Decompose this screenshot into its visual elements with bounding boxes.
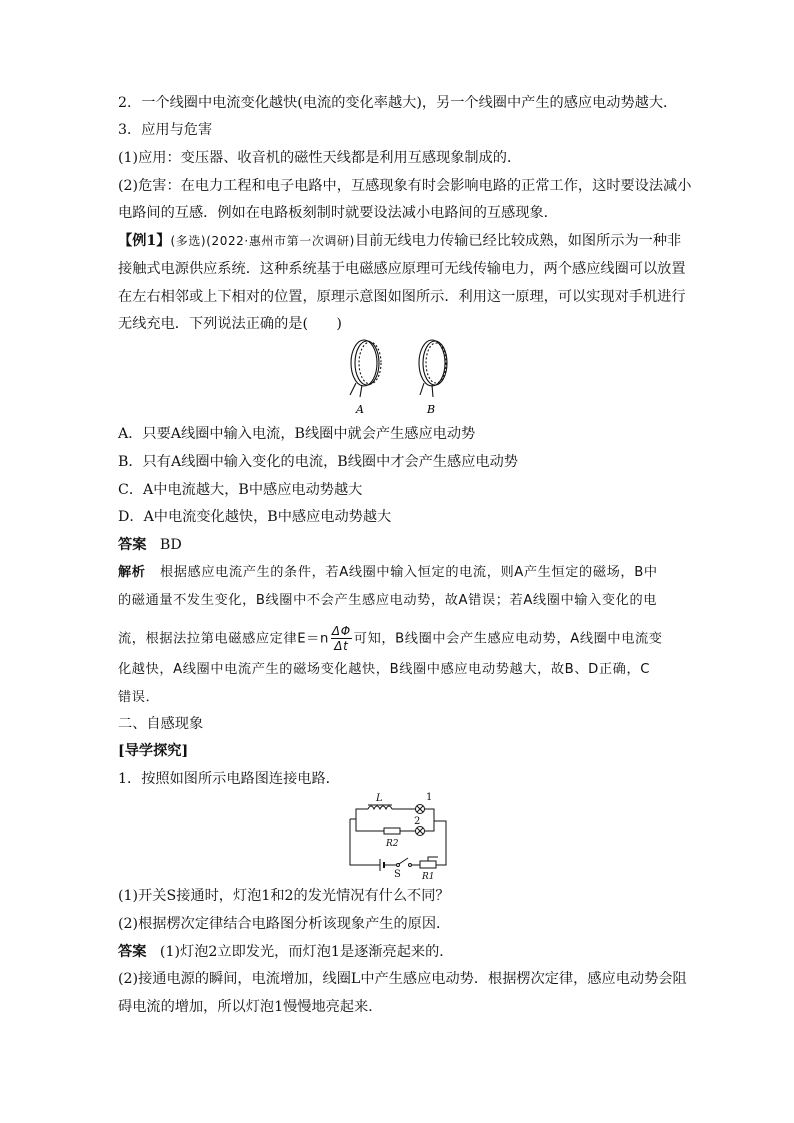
example-header <box>118 231 694 251</box>
fraction-denominator: Δt <box>334 639 349 653</box>
coils-figure <box>340 337 460 417</box>
intro-item-3-title: 3．应用与危害 <box>118 122 213 138</box>
r2-label: R2 <box>386 839 399 849</box>
analysis-line4: 化越快，A线圈中电流产生的磁场变化越快，B线圈中感应电动势越大，故B、D正确，C <box>118 662 651 677</box>
question-1: (1)开关S接通时，灯泡1和2的发光情况有什么不同？ <box>118 888 450 904</box>
faraday-fraction <box>331 624 352 653</box>
inductor-label: L <box>376 793 383 804</box>
switch-label: S <box>394 869 401 880</box>
analysis-text-3b: 可知，B线圈中会产生感应电动势，A线圈中电流变 <box>353 631 663 647</box>
section-heading: 二、自感现象 <box>118 716 204 732</box>
example-line1: 目前无线电力传输已经比较成熟，如图所示为一种非 <box>354 233 682 249</box>
intro-item-2: 2．一个线圈中电流变化越快(电流的变化率越大)，另一个线圈中产生的感应电动势越大． <box>118 95 678 111</box>
question-2: (2)根据楞次定律结合电路图分析该现象产生的原因． <box>118 916 451 932</box>
coil-b-label: B <box>427 403 436 416</box>
example-source: (多选)(2022·惠州市第一次调研) <box>170 234 355 248</box>
analysis-text-3a: 流，根据法拉第电磁感应定律E＝n <box>118 631 329 647</box>
example-line2: 接触式电源供应系统．这种系统基于电磁感应原理可无线传输电力，两个感应线圈可以放置 <box>118 261 686 277</box>
analysis-line5: 错误． <box>118 690 160 705</box>
r1-label: R1 <box>422 872 435 881</box>
lamp-1-label: 1 <box>426 792 433 803</box>
section-subheading: [导学探究] <box>118 743 189 759</box>
answer-2-line1: (2)接通电源的瞬间，电流增加，线圈L中产生感应电动势．根据楞次定律，感应电动势会阻 <box>118 971 687 987</box>
self-induction-answer-1 <box>118 942 694 962</box>
answer-value: BD <box>159 537 182 553</box>
coil-b <box>419 340 447 397</box>
analysis-text-1: 根据感应电流产生的条件，若A线圈中输入恒定的电流，则A产生恒定的磁场，B中 <box>159 565 658 580</box>
example-label: 【例1】 <box>118 233 171 249</box>
answer-1-text: (1)灯泡2立即发光，而灯泡1是逐渐亮起来的． <box>159 944 454 960</box>
lamp-2-label: 2 <box>414 816 421 827</box>
coil-a-label: A <box>356 403 364 416</box>
circuit-diagram <box>342 791 462 881</box>
step-1: 1．按照如图所示电路图连接电路． <box>118 771 340 787</box>
coil-a <box>350 340 381 397</box>
harm-text-line1: (2)危害：在电力工程和电子电路中，互感现象有时会影响电路的正常工作，这时要设法减小 <box>118 178 692 194</box>
analysis-label: 解析 <box>118 565 146 580</box>
option-d: D．A中电流变化越快，B中感应电动势越大 <box>118 509 392 525</box>
application-text: (1)应用：变压器、收音机的磁性天线都是利用互感现象制成的． <box>118 150 522 166</box>
example-line3: 在左右相邻或上下相对的位置，原理示意图如图所示．利用这一原理，可以实现对手机进行 <box>118 289 686 305</box>
example-answer <box>118 535 694 555</box>
option-b: B．只有A线圈中输入变化的电流，B线圈中才会产生感应电动势 <box>118 454 518 470</box>
analysis-line3 <box>118 624 694 653</box>
analysis-line1 <box>118 563 694 583</box>
answer-label-2: 答案 <box>118 944 147 960</box>
option-c: C．A中电流越大，B中感应电动势越大 <box>118 482 363 498</box>
answer-label: 答案 <box>118 537 147 553</box>
analysis-line2: 的磁通量不发生变化，B线圈中不会产生感应电动势，故A错误；若A线圈中输入变化的电 <box>118 593 658 608</box>
fraction-numerator: ΔΦ <box>331 624 351 638</box>
option-a: A．只要A线圈中输入电流，B线圈中就会产生感应电动势 <box>118 426 476 442</box>
inductor-coil <box>368 806 392 809</box>
harm-text-line2: 电路间的互感．例如在电路板刻制时就要设法减小电路间的互感现象． <box>118 205 558 221</box>
example-line4: 无线充电．下列说法正确的是( ) <box>118 316 342 332</box>
answer-2-line2: 碍电流的增加，所以灯泡1慢慢地亮起来． <box>118 999 383 1015</box>
